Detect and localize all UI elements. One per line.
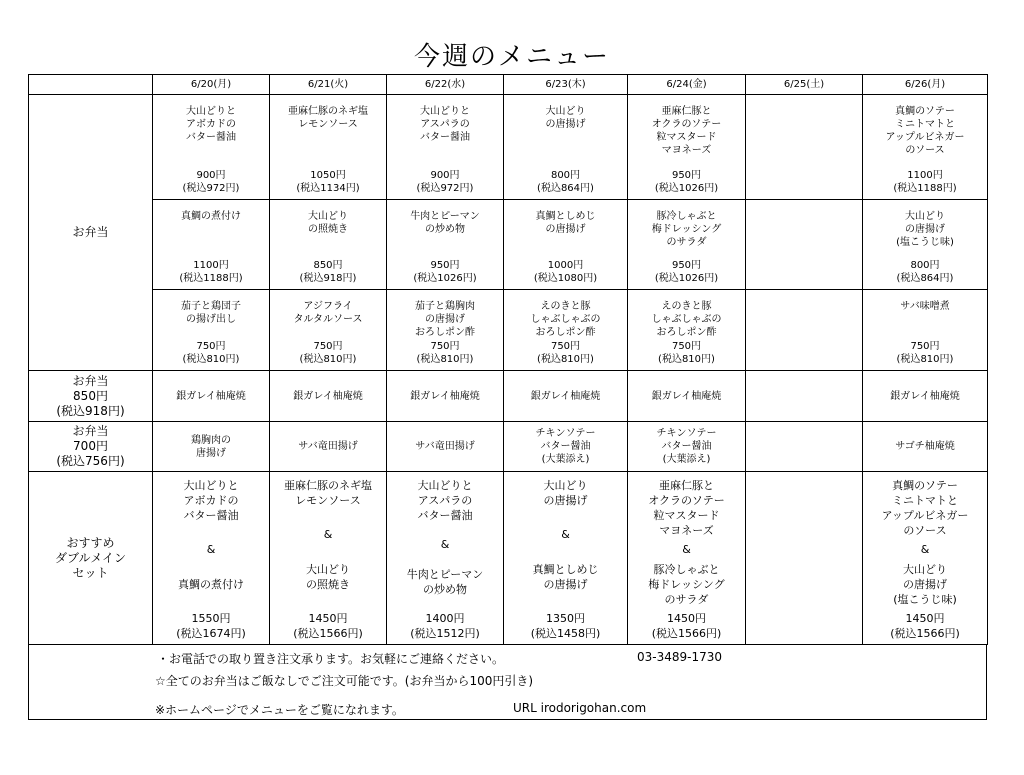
menu-cell xyxy=(863,95,988,200)
dish-price: 750円 (税込810円) xyxy=(658,341,715,365)
bento-fixed-price-row xyxy=(29,422,988,472)
set-main2: 豚冷しゃぶと 梅ドレッシング のサラダ xyxy=(648,562,725,606)
menu-cell xyxy=(270,290,387,371)
date-header-row xyxy=(29,75,988,95)
set-amp: & xyxy=(561,528,570,542)
menu-cell xyxy=(387,200,504,290)
dish-price: 950円 (税込1026円) xyxy=(654,260,719,284)
dish-name: チキンソテー バター醤油 (大葉添え) xyxy=(628,422,746,472)
dish-name: 大山どりと アボカドの バター醤油 xyxy=(186,106,236,143)
set-amp: & xyxy=(440,538,450,552)
dish-name: 大山どり の照焼き xyxy=(308,211,348,235)
corner-cell xyxy=(29,75,153,95)
dish-name: アジフライ タルタルソース xyxy=(293,301,363,325)
menu-cell xyxy=(270,200,387,290)
dish-name xyxy=(746,422,863,472)
bento-row xyxy=(29,95,988,200)
dish-name: 真鯛の煮付け xyxy=(181,211,241,222)
dish-name: 大山どり の唐揚げ xyxy=(545,106,586,130)
dish-name: 大山どり の唐揚げ (塩こうじ味) xyxy=(896,211,954,248)
dish-price: 800円 (税込864円) xyxy=(896,260,954,284)
dish-name xyxy=(746,371,863,422)
set-main1: 亜麻仁豚のネギ塩 レモンソース xyxy=(284,479,372,507)
set-main2: 真鯛の煮付け xyxy=(178,577,244,591)
dish-price: 750円 (税込810円) xyxy=(896,341,954,365)
menu-cell xyxy=(628,200,746,290)
menu-cell xyxy=(387,95,504,200)
set-main2: 牛肉とピーマン の炒め物 xyxy=(406,567,484,596)
dish-name: 亜麻仁豚のネギ塩 レモンソース xyxy=(288,106,368,130)
no-rice-note: ☆全てのお弁当はご飯なしでご注文可能です。(お弁当から100円引き) xyxy=(155,674,534,688)
set-main2: 真鯛としめじ の唐揚げ xyxy=(532,562,599,591)
dish-name: サバ竜田揚げ xyxy=(270,422,387,472)
set-amp: & xyxy=(323,528,333,542)
set-main1: 亜麻仁豚と オクラのソテー 粒マスタード マヨネーズ xyxy=(648,479,725,537)
set-main2: 大山どり の唐揚げ (塩こうじ味) xyxy=(893,562,957,606)
dish-price: 750円 (税込810円) xyxy=(416,341,474,365)
date-header: 6/23(木) xyxy=(504,75,628,95)
menu-cell xyxy=(504,200,628,290)
date-header: 6/21(火) xyxy=(270,75,387,95)
menu-cell xyxy=(746,200,863,290)
dish-price: 1100円 (税込1188円) xyxy=(179,260,243,284)
bento-fixed-price-row xyxy=(29,371,988,422)
date-header: 6/24(金) xyxy=(628,75,746,95)
set-amp: & xyxy=(682,543,691,557)
set-price: 1450円 (税込1566円) xyxy=(293,611,363,640)
date-header: 6/20(月) xyxy=(153,75,270,95)
phone-order-note: ・お電話での取り置き注文承ります。お気軽にご連絡ください。 xyxy=(157,652,505,666)
dish-price: 950円 (税込1026円) xyxy=(413,260,477,284)
set-cell xyxy=(504,472,628,645)
set-main1: 大山どりと アボカドの バター醤油 xyxy=(183,479,239,522)
weekly-menu-table xyxy=(28,74,988,645)
menu-cell xyxy=(863,200,988,290)
menu-cell xyxy=(270,95,387,200)
set-price: 1550円 (税込1674円) xyxy=(176,611,246,640)
website-url[interactable]: URL irodorigohan.com xyxy=(513,701,647,715)
dish-price: 950円 (税込1026円) xyxy=(654,170,719,194)
double-main-set-row xyxy=(29,472,988,645)
dish-name: 銀ガレイ柚庵焼 xyxy=(270,371,387,422)
dish-price: 1000円 (税込1080円) xyxy=(533,260,598,284)
dish-name: 茄子と鶏胸肉 の唐揚げ おろしポン酢 xyxy=(415,301,475,338)
dish-name: えのきと豚 しゃぶしゃぶの おろしポン酢 xyxy=(530,301,601,338)
set-main1: 大山どり の唐揚げ xyxy=(543,479,588,507)
dish-name: 鶏胸肉の 唐揚げ xyxy=(153,422,270,472)
phone-number[interactable]: 03-3489-1730 xyxy=(637,650,723,664)
menu-cell xyxy=(746,95,863,200)
set-main2: 大山どり の照焼き xyxy=(306,562,350,591)
dish-price: 750円 (税込810円) xyxy=(537,341,594,365)
dish-name: 大山どりと アスパラの バター醤油 xyxy=(420,106,470,143)
set-cell xyxy=(387,472,504,645)
menu-cell xyxy=(628,290,746,371)
set-price: 1450円 (税込1566円) xyxy=(651,611,722,640)
menu-cell xyxy=(153,290,270,371)
dish-price: 800円 (税込864円) xyxy=(537,170,594,194)
dish-name: えのきと豚 しゃぶしゃぶの おろしポン酢 xyxy=(651,301,722,338)
set-amp: & xyxy=(206,543,216,557)
set-cell xyxy=(746,472,863,645)
dish-price: 750円 (税込810円) xyxy=(182,341,240,365)
dish-name: チキンソテー バター醤油 (大葉添え) xyxy=(504,422,628,472)
dish-name: サゴチ柚庵焼 xyxy=(863,422,988,472)
menu-cell xyxy=(863,290,988,371)
menu-cell xyxy=(504,290,628,371)
date-header: 6/22(水) xyxy=(387,75,504,95)
page-title: 今週のメニュー xyxy=(413,42,610,72)
menu-cell xyxy=(628,95,746,200)
date-header: 6/26(月) xyxy=(863,75,988,95)
dish-name: 銀ガレイ柚庵焼 xyxy=(863,371,988,422)
bento-row xyxy=(29,200,988,290)
dish-price: 1050円 (税込1134円) xyxy=(296,170,360,194)
footer-notes xyxy=(28,645,987,720)
set-cell xyxy=(628,472,746,645)
dish-name: 銀ガレイ柚庵焼 xyxy=(628,371,746,422)
category-bento: お弁当 xyxy=(29,95,153,371)
set-price: 1400円 (税込1512円) xyxy=(410,611,480,640)
dish-name: 銀ガレイ柚庵焼 xyxy=(387,371,504,422)
dish-name: 亜麻仁豚と オクラのソテー 粒マスタード マヨネーズ xyxy=(651,106,722,156)
dish-price: 900円 (税込972円) xyxy=(182,170,240,194)
menu-cell xyxy=(153,95,270,200)
dish-name: 牛肉とピーマン の炒め物 xyxy=(410,211,480,235)
category-bento700: お弁当 700円 (税込756円) xyxy=(29,422,153,472)
menu-cell xyxy=(387,290,504,371)
dish-price: 1100円 (税込1188円) xyxy=(893,170,957,194)
homepage-note: ※ホームページでメニューをご覧になれます。 xyxy=(155,703,404,717)
set-main1: 大山どりと アスパラの バター醤油 xyxy=(417,479,473,522)
dish-price: 750円 (税込810円) xyxy=(299,341,357,365)
set-cell xyxy=(863,472,988,645)
menu-cell xyxy=(746,290,863,371)
set-price: 1450円 (税込1566円) xyxy=(890,611,960,640)
menu-cell xyxy=(153,200,270,290)
menu-cell xyxy=(504,95,628,200)
set-main1: 真鯛のソテー ミニトマトと アップルビネガー のソース xyxy=(881,479,969,537)
set-cell xyxy=(270,472,387,645)
dish-name: 銀ガレイ柚庵焼 xyxy=(504,371,628,422)
set-amp: & xyxy=(920,543,930,557)
dish-name: サバ竜田揚げ xyxy=(387,422,504,472)
bento-row xyxy=(29,290,988,371)
dish-name: 真鯛としめじ の唐揚げ xyxy=(535,211,596,235)
dish-name: 銀ガレイ柚庵焼 xyxy=(153,371,270,422)
dish-price: 850円 (税込918円) xyxy=(299,260,357,284)
dish-name: 茄子と鶏団子 の揚げ出し xyxy=(181,301,241,325)
dish-price: 900円 (税込972円) xyxy=(416,170,474,194)
set-cell xyxy=(153,472,270,645)
category-bento850: お弁当 850円 (税込918円) xyxy=(29,371,153,422)
date-header: 6/25(土) xyxy=(746,75,863,95)
dish-name: サバ味噌煮 xyxy=(900,301,950,312)
dish-name: 豚冷しゃぶと 梅ドレッシング のサラダ xyxy=(651,211,722,248)
dish-name: 真鯛のソテー ミニトマトと アップルビネガー のソース xyxy=(885,106,965,156)
set-price: 1350円 (税込1458円) xyxy=(530,611,601,640)
category-double: おすすめ ダブルメイン セット xyxy=(29,472,153,645)
